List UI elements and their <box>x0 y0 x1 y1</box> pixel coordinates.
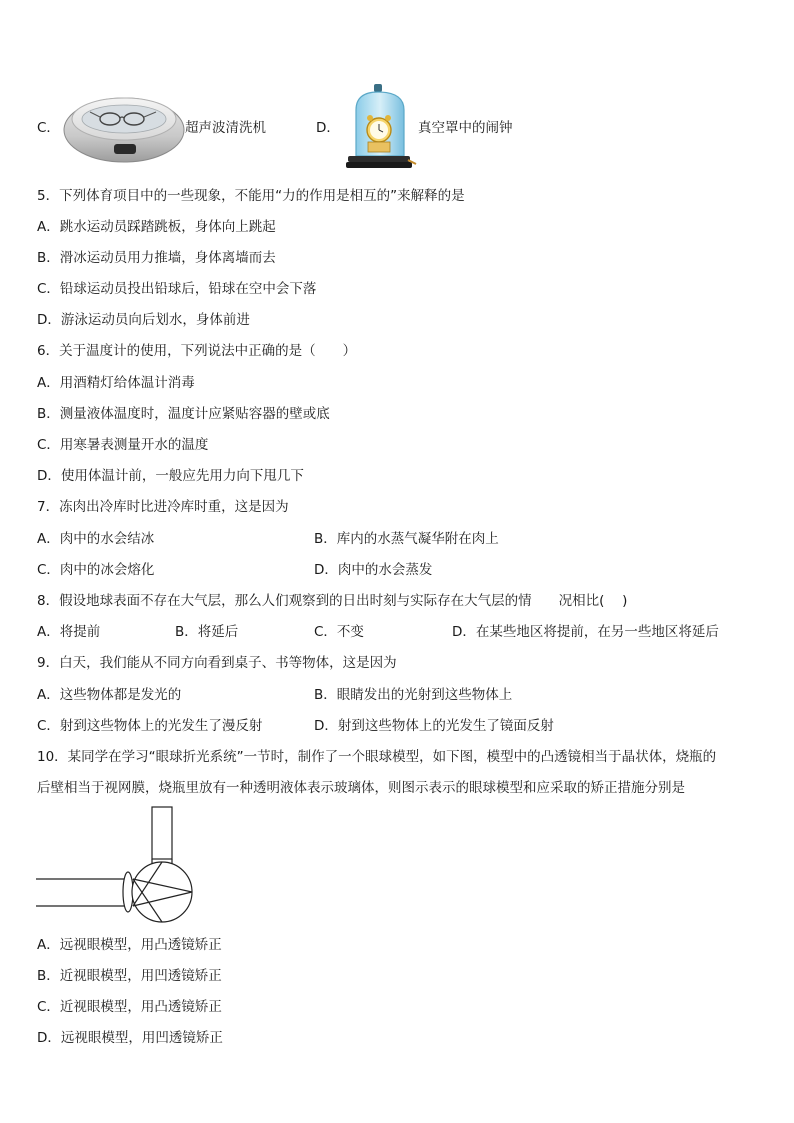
q7-stem: 7．冻肉出冷库时比进冷库时重，这是因为 <box>37 499 289 515</box>
q8-option-b: B．将延后 <box>175 624 239 640</box>
q7-option-c: C．肉中的冰会熔化 <box>37 562 155 578</box>
q5-option-b: B．滑冰运动员用力推墙，身体离墙而去 <box>37 250 276 266</box>
q6-option-b: B．测量液体温度时，温度计应紧贴容器的壁或底 <box>37 406 330 422</box>
q6-stem: 6．关于温度计的使用，下列说法中正确的是（ ） <box>37 343 357 359</box>
q8-option-c: C．不变 <box>314 624 364 640</box>
option-c-caption: 超声波清洗机 <box>185 120 266 136</box>
q6-option-a: A．用酒精灯给体温计消毒 <box>37 375 195 391</box>
q5-option-c: C．铅球运动员投出铅球后，铅球在空中会下落 <box>37 281 317 297</box>
q6-option-c: C．用寒暑表测量开水的温度 <box>37 437 209 453</box>
q10-stem-line-1: 10．某同学在学习“眼球折光系统”一节时，制作了一个眼球模型，如下图，模型中的凸透镜相当于晶状体，烧瓶的 <box>37 749 717 765</box>
q9-option-c: C．射到这些物体上的光发生了漫反射 <box>37 718 263 734</box>
q7-option-d: D．肉中的水会蒸发 <box>314 562 433 578</box>
q8-option-a: A．将提前 <box>37 624 101 640</box>
bell-jar-alarm-clock-image <box>344 82 416 172</box>
option-d-caption: 真空罩中的闹钟 <box>418 120 513 136</box>
option-c-label: C． <box>37 120 60 136</box>
q5-option-a: A．跳水运动员踩踏跳板，身体向上跳起 <box>37 219 276 235</box>
q10-option-b: B．近视眼模型，用凹透镜矫正 <box>37 968 222 984</box>
q9-option-b: B．眼睛发出的光射到这些物体上 <box>314 687 513 703</box>
q8-stem: 8．假设地球表面不存在大气层，那么人们观察到的日出时刻与实际存在大气层的情 况相比( ) <box>37 593 628 609</box>
option-d-label: D． <box>316 120 340 136</box>
q10-option-a: A．远视眼模型，用凸透镜矫正 <box>37 937 222 953</box>
q7-option-b: B．库内的水蒸气凝华附在肉上 <box>314 531 499 547</box>
q9-option-a: A．这些物体都是发光的 <box>37 687 182 703</box>
q10-option-c: C．近视眼模型，用凸透镜矫正 <box>37 999 222 1015</box>
q8-option-d: D．在某些地区将提前，在另一些地区将延后 <box>452 624 719 640</box>
q5-option-d: D．游泳运动员向后划水，身体前进 <box>37 312 250 328</box>
q5-stem: 5．下列体育项目中的一些现象，不能用“力的作用是相互的”来解释的是 <box>37 188 465 204</box>
ultrasonic-cleaner-image <box>62 86 186 166</box>
q6-option-d: D．使用体温计前，一般应先用力向下甩几下 <box>37 468 304 484</box>
q7-option-a: A．肉中的水会结冰 <box>37 531 155 547</box>
q9-option-d: D．射到这些物体上的光发生了镜面反射 <box>314 718 554 734</box>
q10-option-d: D．远视眼模型，用凹透镜矫正 <box>37 1030 223 1046</box>
q9-stem: 9．白天，我们能从不同方向看到桌子、书等物体，这是因为 <box>37 655 397 671</box>
q10-stem-line-2: 后壁相当于视网膜，烧瓶里放有一种透明液体表示玻璃体，则图示表示的眼球模型和应采取的矫正措施分别是 <box>37 780 685 796</box>
eyeball-model-diagram <box>36 805 186 925</box>
